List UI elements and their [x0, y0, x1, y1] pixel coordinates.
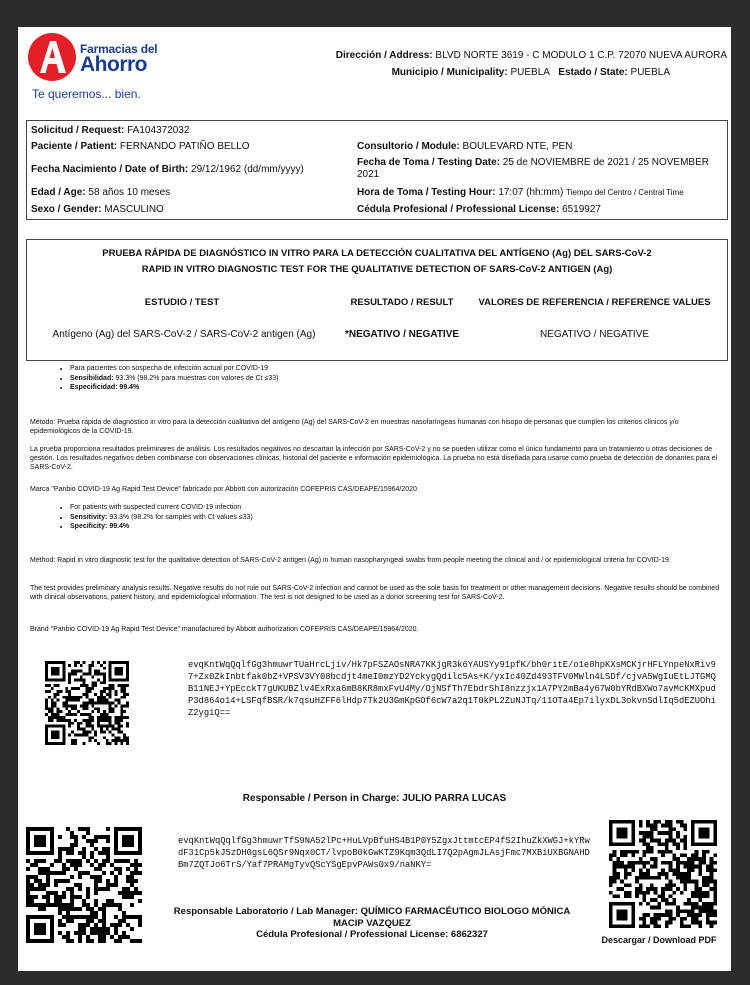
address-label: Dirección / Address: [335, 50, 433, 61]
test-result-box [26, 239, 728, 361]
patient-row [31, 141, 250, 152]
person-in-charge-label: Responsable / Person in Charge: [242, 793, 400, 804]
testing-hour-label: Hora de Toma / Testing Hour: [357, 187, 496, 198]
brand-tagline: Te queremos... bien. [32, 87, 141, 101]
col-study: ESTUDIO / TEST [144, 297, 220, 308]
specificity-value-en: 99.4% [109, 523, 130, 530]
signature-qr-code [45, 661, 129, 745]
list-item [70, 364, 279, 374]
reference-value: NEGATIVO / NEGATIVE [539, 329, 650, 340]
license-row [357, 204, 601, 215]
lab-manager [158, 906, 586, 941]
dob-row [31, 164, 304, 175]
download-qr-code[interactable] [609, 820, 717, 928]
lab-manager-label: Responsable Laboratorio / Lab Manager: [173, 906, 359, 917]
specificity-value-es: 99.4% [119, 384, 140, 391]
age-row [31, 187, 170, 198]
download-pdf-link[interactable]: Descargar / Download PDF [601, 935, 717, 945]
method-en: Method: Rapid in vitro diagnostic test for the qualitative detection of SARS-CoV-2 antigen (Ag) in human nasopharyngeal swabs from people meeting the clinical and / or epidemiological criteria for COVID-19. [30, 557, 671, 564]
list-item [70, 503, 253, 513]
testing-hour-row [357, 187, 684, 198]
municipality-label: Municipio / Municipality: [391, 67, 508, 78]
request-value: FA104372032 [127, 125, 190, 136]
list-item [70, 513, 253, 523]
sensitivity-value-en: 93.3% (98.2% for samples with Ct values ≤33) [109, 513, 253, 521]
license-value: 6519927 [562, 204, 601, 215]
test-title-es: PRUEBA RÁPIDA DE DIAGNÓSTICO IN VITRO PARA LA DETECCIÓN CUALITATIVA DEL ANTÍGENO (Ag) DEL SARS-CoV-2 [102, 248, 652, 259]
age-value: 58 años 10 meses [88, 187, 171, 198]
brand-name-top: Farmacias del [80, 42, 158, 56]
module-label: Consultorio / Module: [357, 141, 460, 152]
module-value: BOULEVARD NTE, PEN [462, 141, 573, 152]
patient-label: Paciente / Patient: [31, 141, 118, 152]
person-in-charge-value: JULIO PARRA LUCAS [402, 793, 507, 804]
test-title-en: RAPID IN VITRO DIAGNOSTIC TEST FOR THE QUALITATIVE DETECTION OF SARS-CoV-2 ANTIGEN (Ag) [141, 264, 613, 275]
address-line [336, 50, 727, 61]
signature-hash-2: evqKntWqQqlfGg3hmuwrTfS9NA52lPc+HuLVpBfuHS4B1P0Y5ZgxJttmtcEP4fS2IhuZkXWGJ+kYRwdF31Cp5kJ5zDH0gsL6QSr9Nqx0CT/lvpoB0kGwKTZ9Kqm3QdLI7Q2pAgmJLAsjFmc7MXBiUXBGNAHDBm7ZQTJo6TrS/Yaf7PRAMgTyvQScYSgEpvPAWs0x9/naNKY= [178, 836, 590, 870]
col-reference: VALORES DE REFERENCIA / REFERENCE VALUES [478, 297, 711, 308]
state-label: Estado / State: [558, 67, 628, 78]
module-row [357, 141, 572, 152]
sex-label: Sexo / Gender: [31, 204, 102, 215]
municipality-value: PUEBLA [510, 67, 550, 78]
specificity-label-es: Especificidad: [70, 384, 118, 391]
lab-license-value: 6862327 [450, 929, 488, 940]
request-label: Solicitud / Request: [31, 125, 125, 136]
signature-hash-1: evqKntWqQqlfGg3hmuwrTUaHrcLjiv/Hk7pFSZAOsNRA7KKjgR3k6YAUSYy91pfK/bh0ritE/o1e8hpKXsMCKjrHFLYnpeNxRiv97+Zx0ZkInbtfak0bZ+VPSV3VY08bcdjt4meI0mzYD2YckygQdilc5As+K/yxIc40Zd493TFV0MWln4LSDf/cjvA5WgIuEtLJTGMQB11NEJ+YpEcckT7gUKUBZlv4ExRxa6mB8KR8mxFvU4My/OjNSfTh7EbdrShI8nzzjx1A7PY2mBa4y67W0bYRdBXWo7avMcKMXpudP3d864o14+LSFqfBSR/k7qsuHZFF6lHdp7Tk2U3GmKpGOf6cW7a2q1T0kPL2ZuNJTq/11OTa4Ep7ilyxDL3okvnSdlIq5dEZUOhiZ2ygiQ== [188, 660, 716, 718]
brand-en: Brand "Panbio COVID-19 Ag Rapid Test Device" manufactured by Abbott authorization COFEPRIS CAS/DEAPE/15964/2020. [30, 626, 419, 633]
brand-name-bottom: Ahorro [80, 53, 147, 76]
sensitivity-value-es: 93.3% (98.2% para muestras con valores de Ct ≤33) [115, 374, 279, 382]
notes-en-list [56, 503, 253, 532]
col-result: RESULTADO / RESULT [350, 297, 454, 308]
pharmacy-logo [26, 31, 176, 101]
disclaimer-en: The test provides preliminary analysis results. Negative results do not rule out SARS-CoV-2 infection and cannot be used as the sole basis for treatment or other management decisions. Negative results should be combined with clinical observations, patient history, and epidemiological information. The test is not designed to be used as a donor screening test for SARS-CoV-2. [30, 585, 720, 601]
license-label: Cédula Profesional / Professional License: [357, 204, 560, 215]
disclaimer-es: La prueba proporciona resultados preliminares de análisis. Los resultados negativos no descartan la infección por SARS-CoV-2 y no se pueden utilizar como el único fundamento para un tratamiento u otras decisiones de gestión. Los resultados negativos deben combinarse con observaciones clínicas, historial del paciente e información epidemiológica. La prueba no está diseñada para usarse como prueba de detección de donantes para el SARS-CoV-2. [30, 446, 718, 471]
time-zone: Tiempo del Centro / Central Time [566, 188, 684, 197]
patient-info-box [26, 120, 728, 220]
testing-hour-value: 17:07 (hh:mm) [498, 187, 564, 198]
state-value: PUEBLA [630, 67, 670, 78]
dob-value: 29/12/1962 (dd/mm/yyyy) [191, 164, 304, 175]
brand-es: Marca "Panbio COVID-19 Ag Rapid Test Device" fabricado por Abbott con autorización COFEPRIS CAS/DEAPE/15964/2020. [30, 486, 419, 493]
method-es: Método: Prueba rápida de diagnóstico in vitro para la detección cualitativa del antígeno (Ag) del SARS-CoV-2 en muestras nasofaríngeas humanas con hisopo de personas que cumplen los criterios clínicos y/o epidemiológicos de la COVID-19. [30, 419, 679, 435]
list-item [70, 374, 279, 384]
result-value: *NEGATIVO / NEGATIVE [344, 329, 460, 340]
specificity-label-en: Specificity: [70, 523, 108, 530]
brand-a-icon [26, 31, 78, 83]
dob-label: Fecha Nacimiento / Date of Birth: [31, 164, 189, 175]
lab-qr-code [26, 827, 142, 943]
sensitivity-label-es: Sensibilidad: [70, 374, 114, 382]
note-es-1: Para pacientes con sospecha de infección actual por COVID-19 [70, 365, 269, 372]
age-label: Edad / Age: [31, 187, 86, 198]
address-value: BLVD NORTE 3619 - C MODULO 1 C.P. 72070 NUEVA AURORA [435, 50, 727, 61]
sensitivity-label-en: Sensitivity: [70, 513, 108, 521]
sex-row [31, 204, 164, 215]
person-in-charge [18, 793, 731, 804]
sex-value: MASCULINO [104, 204, 164, 215]
study-name: Antígeno (Ag) del SARS-CoV-2 / SARS-CoV-2 antigen (Ag) [52, 329, 316, 340]
testing-date-value: 25 de NOVIEMBRE de 2021 / 25 NOVEMBER 2021 [357, 157, 709, 180]
list-item [70, 522, 253, 532]
testing-date-label: Fecha de Toma / Testing Date: [357, 157, 500, 168]
list-item [70, 383, 279, 393]
lab-manager-value: QUÍMICO FARMACÉUTICO BIOLOGO MÓNICA MACIP VAZQUEZ [333, 906, 571, 929]
testing-date-row [357, 157, 725, 181]
note-en-1: For patients with suspected current COVID-19 infection [70, 504, 242, 511]
notes-es-list [56, 364, 279, 393]
request-row [31, 125, 189, 136]
patient-value: FERNANDO PATIÑO BELLO [119, 141, 250, 152]
lab-license-label: Cédula Profesional / Professional License: [256, 929, 449, 940]
report-page [18, 27, 731, 971]
municipality-line [392, 67, 670, 78]
